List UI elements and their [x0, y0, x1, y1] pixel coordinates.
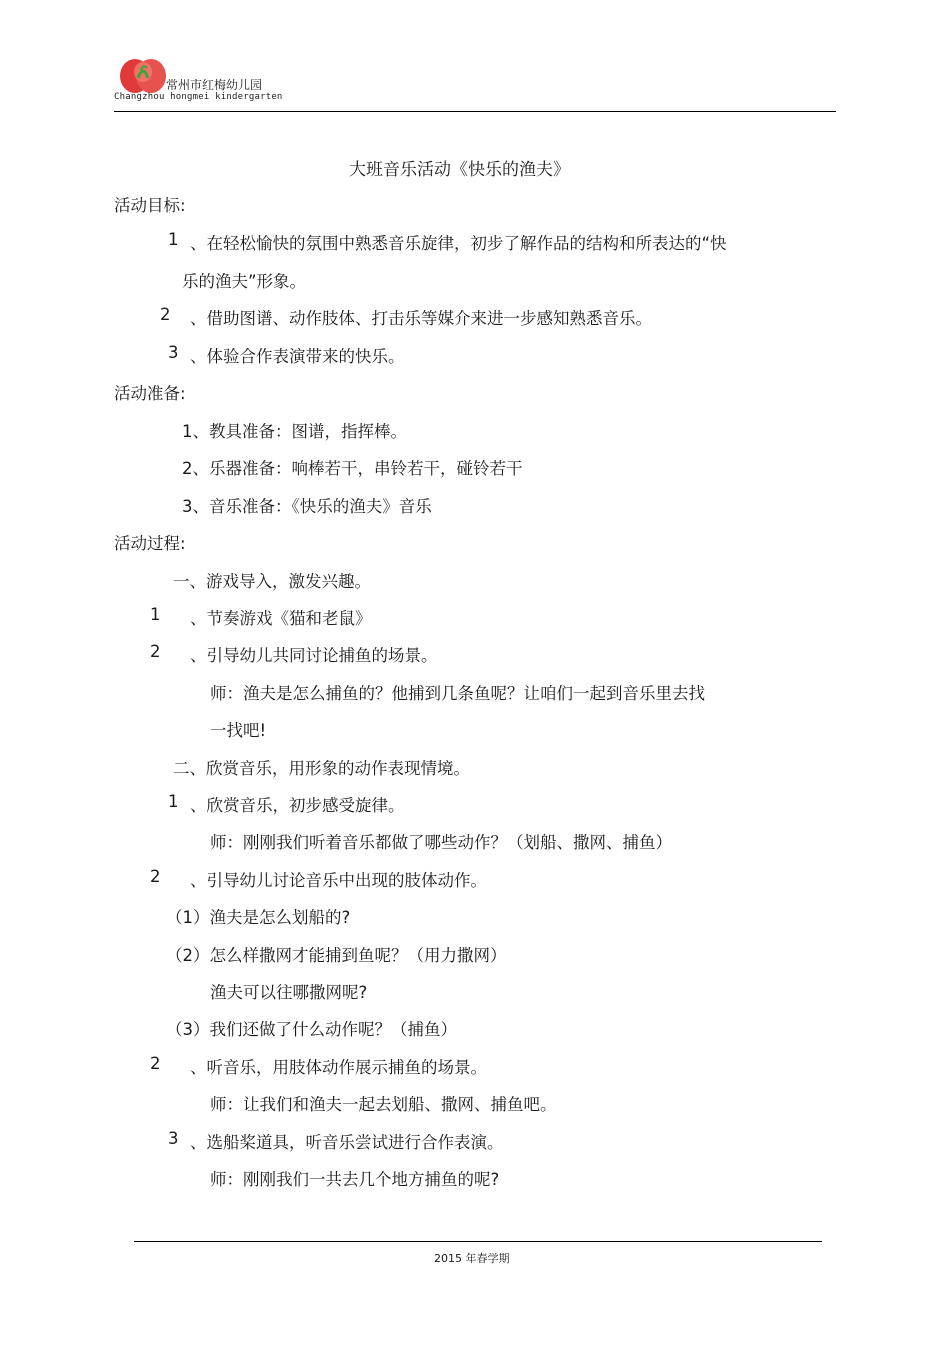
goals-heading: 活动目标: [114, 196, 186, 215]
goal-3-text: 、体验合作表演带来的快乐。 [190, 347, 405, 366]
school-name-en: Changzhou hongmei kindergarten [114, 92, 283, 102]
part-one-step-1: 、节奏游戏《猫和老鼠》 [190, 609, 372, 628]
document-title: 大班音乐活动《快乐的渔夫》 [349, 160, 570, 180]
footer-term: 2015 年春学期 [434, 1252, 510, 1265]
footer-rule [134, 1241, 822, 1242]
header-rule [114, 111, 836, 112]
school-logo [114, 52, 294, 104]
question-2-cont: 渔夫可以往哪撒网呢? [210, 983, 368, 1002]
part-two-step-4-number: 3 [168, 1129, 179, 1148]
goal-1-number: 1 [168, 230, 179, 249]
part-two-step-4: 、选船桨道具，听音乐尝试进行合作表演。 [190, 1133, 504, 1152]
teacher-line-1-cont: 一找吧! [210, 721, 267, 740]
question-1: （1）渔夫是怎么划船的? [166, 908, 351, 927]
part-two-step-2-number: 2 [150, 867, 161, 886]
question-2: （2）怎么样撒网才能捕到鱼呢？（用力撒网） [166, 946, 507, 965]
prep-item-1: 1、教具准备：图谱，指挥棒。 [182, 422, 407, 441]
prep-item-2: 2、乐器准备：响棒若干，串铃若干，碰铃若干 [182, 459, 523, 478]
prep-item-3: 3、音乐准备：《快乐的渔夫》音乐 [182, 497, 432, 516]
part-one-step-2-number: 2 [150, 642, 161, 661]
part-one-step-2: 、引导幼儿共同讨论捕鱼的场景。 [190, 646, 438, 665]
teacher-line-1: 师：渔夫是怎么捕鱼的？他捕到几条鱼呢？让咱们一起到音乐里去找 [210, 684, 705, 703]
goal-1-text: 、在轻松愉快的氛围中熟悉音乐旋律，初步了解作品的结构和所表达的“快 [190, 234, 727, 253]
goal-1-text-cont: 乐的渔夫”形象。 [182, 272, 307, 291]
part-two-step-3-number: 2 [150, 1054, 161, 1073]
part-two-step-1-number: 1 [168, 792, 179, 811]
process-heading: 活动过程: [114, 534, 186, 553]
prep-heading: 活动准备: [114, 384, 186, 403]
part-one-step-1-number: 1 [150, 605, 161, 624]
teacher-line-3: 师：让我们和渔夫一起去划船、撒网、捕鱼吧。 [210, 1095, 557, 1114]
goal-3-number: 3 [168, 343, 179, 362]
goal-2-number: 2 [160, 305, 171, 324]
part-two-step-3: 、听音乐，用肢体动作展示捕鱼的场景。 [190, 1058, 487, 1077]
part-two-step-1: 、欣赏音乐，初步感受旋律。 [190, 796, 405, 815]
goal-2-text: 、借助图谱、动作肢体、打击乐等媒介来进一步感知熟悉音乐。 [190, 309, 652, 328]
process-part-two: 二、欣赏音乐，用形象的动作表现情境。 [173, 759, 470, 778]
process-part-one: 一、游戏导入，激发兴趣。 [173, 572, 371, 591]
part-two-step-2: 、引导幼儿讨论音乐中出现的肢体动作。 [190, 871, 487, 890]
school-name-cn: 常州市红梅幼儿园 [166, 78, 263, 92]
teacher-line-4: 师：刚刚我们一共去几个地方捕鱼的呢? [210, 1170, 500, 1189]
teacher-line-2: 师：刚刚我们听着音乐都做了哪些动作？（划船、撒网、捕鱼） [210, 833, 672, 852]
question-3: （3）我们还做了什么动作呢？（捕鱼） [166, 1020, 457, 1039]
